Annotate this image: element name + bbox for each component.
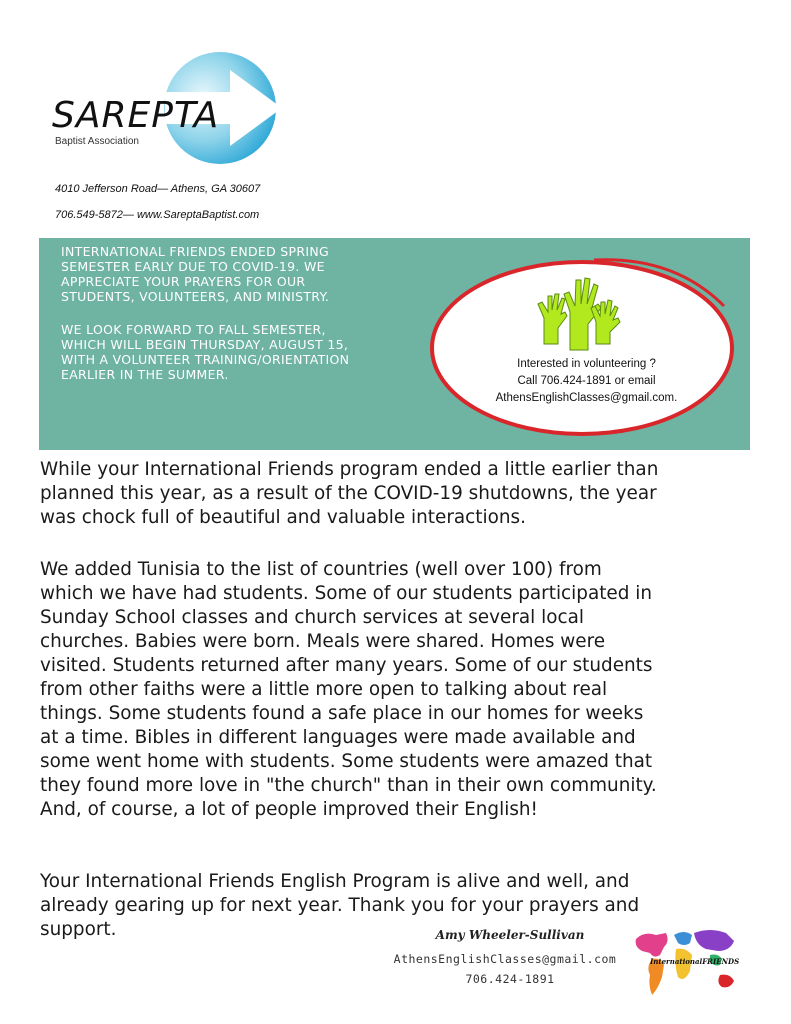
volunteer-oval xyxy=(424,246,744,446)
banner-line: WE LOOK FORWARD TO FALL SEMESTER, xyxy=(61,322,326,337)
international-friends-logo xyxy=(630,925,742,1003)
body-line: some went home with students. Some students were amazed that xyxy=(40,751,653,772)
body-line: Sunday School classes and church services at several local xyxy=(40,607,584,628)
logo-subtitle: Baptist Association xyxy=(55,136,139,147)
banner-line: INTERNATIONAL FRIENDS ENDED SPRING xyxy=(61,244,329,259)
body-paragraph-1 xyxy=(40,458,755,530)
body-line: visited. Students returned after many years. Some of our students xyxy=(40,655,653,676)
banner-line: SEMESTER EARLY DUE TO COVID-19. WE xyxy=(61,259,325,274)
body-line: was chock full of beautiful and valuable interactions. xyxy=(40,507,526,528)
body-line: from other faiths were a little more open to talking about real xyxy=(40,679,608,700)
signature-email[interactable]: AthensEnglishClasses@gmail.com xyxy=(393,952,617,966)
signature-name: Amy Wheeler-Sullivan xyxy=(435,928,585,942)
volunteer-line-1: Interested in volunteering ? xyxy=(517,358,656,370)
volunteer-email[interactable]: AthensEnglishClasses@gmail.com. xyxy=(495,392,678,404)
signature-phone: 706.424-1891 xyxy=(465,972,555,986)
body-line: at a time. Bibles in different languages were made available and xyxy=(40,727,636,748)
sarepta-logo xyxy=(50,50,290,170)
body-line: churches. Babies were born. Meals were shared. Homes were xyxy=(40,631,606,652)
banner-paragraph-2 xyxy=(61,322,441,382)
banner-line: APPRECIATE YOUR PRAYERS FOR OUR xyxy=(61,274,306,289)
banner-line: EARLIER IN THE SUMMER. xyxy=(61,367,229,382)
body-line: While your International Friends program ended a little earlier than xyxy=(40,459,659,480)
logo-name: SAREPTA xyxy=(52,95,220,136)
body-line: which we have had students. Some of our students participated in xyxy=(40,583,653,604)
body-line: things. Some students found a safe place in our homes for weeks xyxy=(40,703,644,724)
body-line: support. xyxy=(40,919,117,940)
body-line: they found more love in "the church" than in their own community. xyxy=(40,775,657,796)
body-paragraph-2 xyxy=(40,558,755,822)
banner-line: WHICH WILL BEGIN THURSDAY, AUGUST 15, xyxy=(61,337,349,352)
address: 4010 Jefferson Road— Athens, GA 30607 xyxy=(55,183,261,195)
body-line: And, of course, a lot of people improved their English! xyxy=(40,799,538,820)
body-line: Your International Friends English Program is alive and well, and xyxy=(40,871,630,892)
volunteer-line-2: Call 706.424-1891 or email xyxy=(517,375,656,387)
contact-line: 706.549-5872— www.SareptaBaptist.com xyxy=(55,209,260,221)
body-line: planned this year, as a result of the COVID-19 shutdowns, the year xyxy=(40,483,657,504)
body-line: already gearing up for next year. Thank you for your prayers and xyxy=(40,895,640,916)
intl-logo-label: InternationalFRIENDS xyxy=(650,957,740,966)
body-line: We added Tunisia to the list of countries (well over 100) from xyxy=(40,559,602,580)
banner-line: STUDENTS, VOLUNTEERS, AND MINISTRY. xyxy=(61,289,330,304)
banner-paragraph-1 xyxy=(61,244,441,304)
banner-line: WITH A VOLUNTEER TRAINING/ORIENTATION xyxy=(61,352,350,367)
announcement-banner xyxy=(39,238,750,450)
